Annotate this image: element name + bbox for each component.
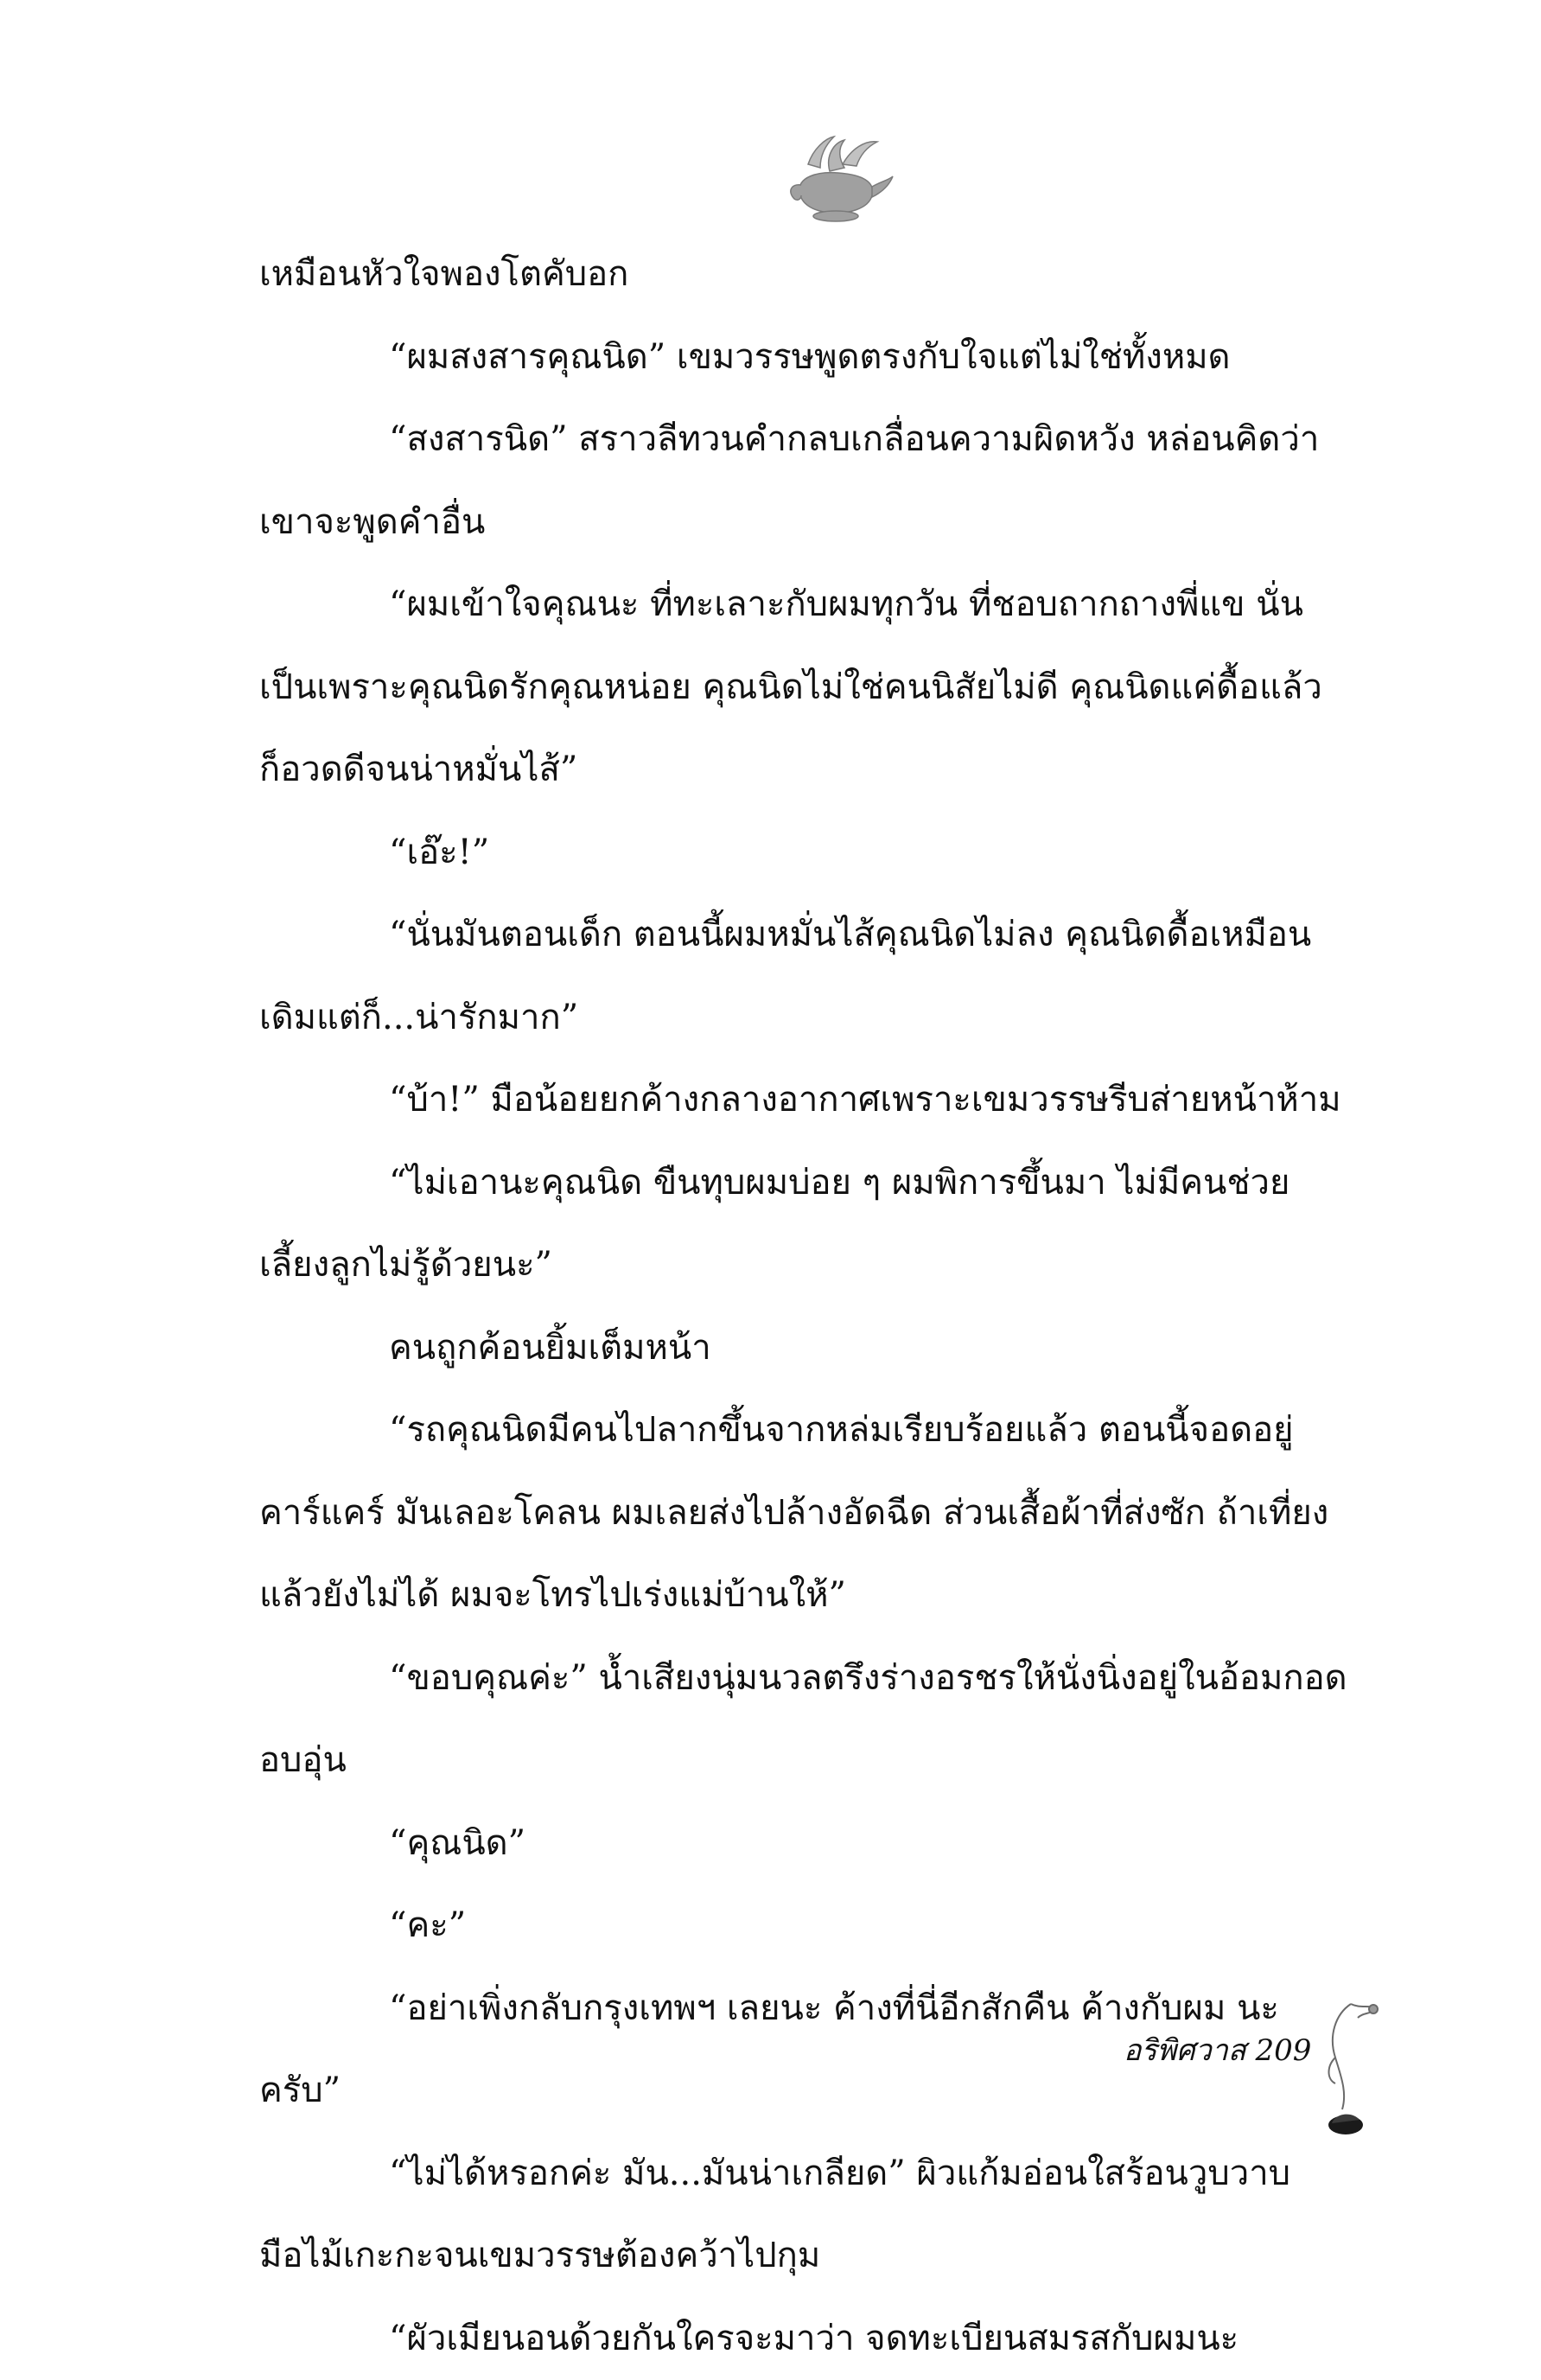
footer-label: [1124, 2026, 1311, 2073]
page-number: 209: [1255, 2033, 1311, 2068]
text-line: เดิมแต่ก็...น่ารักมาก”: [259, 977, 1396, 1060]
text-line: “สงสารนิด” สราวลีทวนคำกลบเกลื่อนความผิดหวัง หล่อนคิดว่า: [259, 399, 1396, 482]
text-line: “เอ๊ะ!”: [259, 812, 1396, 895]
text-line: มือไม้เกะกะจนเขมวรรษต้องคว้าไปกุม: [259, 2215, 1396, 2298]
text-line: ก็อวดดีจนน่าหมั่นไส้”: [259, 729, 1396, 812]
text-line: “ขอบคุณค่ะ” น้ำเสียงนุ่มนวลตรึงร่างอรชรให้นั่งนิ่งอยู่ในอ้อมกอด: [259, 1637, 1396, 1720]
text-line: อบอุ่น: [259, 1720, 1396, 1803]
text-line: “ไม่ได้หรอกค่ะ มัน...มันน่าเกลียด” ผิวแก้มอ่อนใสร้อนวูบวาบ: [259, 2133, 1396, 2216]
text-line: คนถูกค้อนยิ้มเต็มหน้า: [259, 1307, 1396, 1390]
teapot-ornament-icon: [782, 130, 895, 225]
text-line: เลี้ยงลูกไม่รู้ด้วยนะ”: [259, 1224, 1396, 1307]
text-line: แล้วยังไม่ได้ ผมจะโทรไปเร่งแม่บ้านให้”: [259, 1554, 1396, 1637]
text-line: เหมือนหัวใจพองโตคับอก: [259, 233, 1396, 316]
text-line: เขาจะพูดคำอื่น: [259, 482, 1396, 565]
book-title: อริพิศวาส: [1124, 2033, 1246, 2068]
text-line: “ไม่เอานะคุณนิด ขืนทุบผมบ่อย ๆ ผมพิการขึ้นมา ไม่มีคนช่วย: [259, 1142, 1396, 1225]
text-line: คาร์แคร์ มันเลอะโคลน ผมเลยส่งไปล้างอัดฉีด ส่วนเสื้อผ้าที่ส่งซัก ถ้าเที่ยง: [259, 1472, 1396, 1555]
text-line: “คุณนิด”: [259, 1803, 1396, 1885]
text-line: “บ้า!” มือน้อยยกค้างกลางอากาศเพราะเขมวรรษรีบส่ายหน้าห้าม: [259, 1059, 1396, 1142]
text-line: “ผัวเมียนอนด้วยกันใครจะมาว่า จดทะเบียนสมรสกับผมนะ: [259, 2298, 1396, 2380]
text-line: “ผมสงสารคุณนิด” เขมวรรษพูดตรงกับใจแต่ไม่ใช่ทั้งหมด: [259, 316, 1396, 399]
text-line: “นั่นมันตอนเด็ก ตอนนี้ผมหมั่นไส้คุณนิดไม่ลง คุณนิดดื้อเหมือน: [259, 894, 1396, 977]
text-line: เป็นเพราะคุณนิดรักคุณหน่อย คุณนิดไม่ใช่คนนิสัยไม่ดี คุณนิดแค่ดื้อแล้ว: [259, 647, 1396, 730]
page-footer: [1124, 1997, 1400, 2144]
charm-ornament-icon: [1309, 1997, 1391, 2140]
text-line: “อย่าเพิ่งกลับกรุงเทพฯ เลยนะ ค้างที่นี่อีกสักคืน ค้างกับผม นะ: [259, 1968, 1396, 2051]
text-line: ครับ”: [259, 2050, 1396, 2133]
text-line: “รถคุณนิดมีคนไปลากขึ้นจากหล่มเรียบร้อยแล้ว ตอนนี้จอดอยู่: [259, 1389, 1396, 1472]
text-line: “ผมเข้าใจคุณนะ ที่ทะเลาะกับผมทุกวัน ที่ชอบถากถางพี่แข นั่น: [259, 564, 1396, 647]
text-line: “คะ”: [259, 1885, 1396, 1968]
